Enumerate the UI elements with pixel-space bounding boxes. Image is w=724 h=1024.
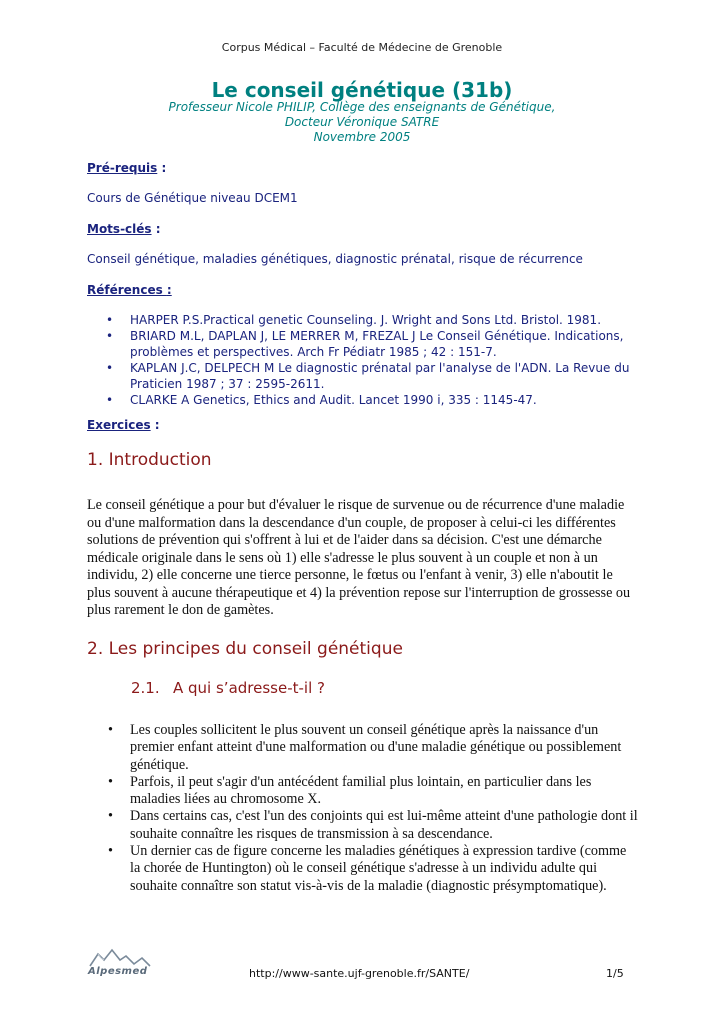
references-list: [87, 312, 647, 408]
motscles-heading: [87, 222, 161, 236]
introduction-paragraph: Le conseil génétique a pour but d'évaluer le risque de survenue ou de récurrence d'une maladie ou d'une malformation dans la descendance d'un couple, de proposer à celui-ci les différentes solutions de prévention qui s'offrent à lui et de l'aider dans sa décision. C'est une démarche médicale originale dans le sens où 1) elle s'adresse le plus souvent à un couple et non à un individu, 2) elle concerne une tierce personne, le fœtus ou l'enfant à venir, 3) elle n'aboutit le plus souvent à aucune thérapeutique et 4) la prévention repose sur l'interruption de grossesse ou plus rarement le don de gamètes.: [87, 497, 631, 618]
reference-item: • CLARKE A Genetics, Ethics and Audit. Lancet 1990 i, 335 : 1145-47.: [87, 392, 647, 408]
exercices-colon: :: [150, 418, 160, 432]
reference-item: • KAPLAN J.C, DELPECH M Le diagnostic prénatal par l'analyse de l'ADN. La Revue du Praticien 1987 ; 37 : 2595-2611.: [87, 360, 647, 392]
exercices-heading: [87, 418, 160, 432]
subsection-2-1-heading: [131, 679, 325, 697]
bullet-item: • Dans certains cas, c'est l'un des conjoints qui est lui-même atteint d'une pathologie dont il souhaite connaître les risques de transmission à sa descendance.: [87, 808, 639, 843]
prerequis-heading: [87, 161, 166, 175]
authors-line-1: Professeur Nicole PHILIP, Collège des enseignants de Génétique,: [168, 100, 556, 114]
prerequis-colon: :: [157, 161, 167, 175]
bullet-item: • Les couples sollicitent le plus souvent un conseil génétique après la naissance d'un premier enfant atteint d'une malformation ou d'une maladie génétique ou possiblement génétique.: [87, 722, 639, 774]
logo-text: Alpesmed: [88, 966, 148, 977]
running-header: Corpus Médical – Faculté de Médecine de Grenoble: [221, 41, 503, 54]
motscles-label: Mots-clés: [87, 222, 152, 236]
authors-line-2: Docteur Véronique SATRE: [284, 115, 440, 129]
exercices-label: Exercices: [87, 418, 151, 432]
document-title: Le conseil génétique (31b): [211, 78, 513, 102]
alpesmed-logo: [88, 948, 152, 982]
mountain-logo-icon: [88, 948, 152, 968]
bullet-item: • Un dernier cas de figure concerne les maladies génétiques à expression tardive (comme la chorée de Huntington) où le conseil génétique s'adresse à un individu adulte qui souhaite connaître son statut vis-à-vis de la maladie (diagnostic présymptomatique).: [87, 843, 639, 895]
motscles-colon: :: [151, 222, 161, 236]
section-1-heading: 1. Introduction: [87, 450, 212, 470]
motscles-text: Conseil génétique, maladies génétiques, diagnostic prénatal, risque de récurrence: [87, 252, 583, 266]
subsection-number: 2.1.: [131, 679, 160, 697]
audience-bullet-list: [87, 722, 639, 895]
subsection-title: A qui s’adresse-t-il ?: [173, 679, 325, 697]
document-date: Novembre 2005: [313, 130, 411, 144]
bullet-item: • Parfois, il peut s'agir d'un antécédent familial plus lointain, en particulier dans les maladies liées au chromosome X.: [87, 774, 639, 809]
references-heading: [87, 283, 172, 297]
prerequis-label: Pré-requis: [87, 161, 158, 175]
reference-item: • BRIARD M.L, DAPLAN J, LE MERRER M, FREZAL J Le Conseil Génétique. Indications, problèmes et perspectives. Arch Fr Pédiatr 1985 ; 42 : 151-7.: [87, 328, 647, 360]
reference-item: • HARPER P.S.Practical genetic Counseling. J. Wright and Sons Ltd. Bristol. 1981.: [87, 312, 647, 328]
section-2-heading: 2. Les principes du conseil génétique: [87, 639, 403, 659]
page-number: 1/5: [606, 967, 624, 980]
prerequis-text: Cours de Génétique niveau DCEM1: [87, 191, 298, 205]
footer-url-link[interactable]: http://www-sante.ujf-grenoble.fr/SANTE/: [249, 967, 470, 980]
references-label: Références :: [87, 283, 172, 297]
